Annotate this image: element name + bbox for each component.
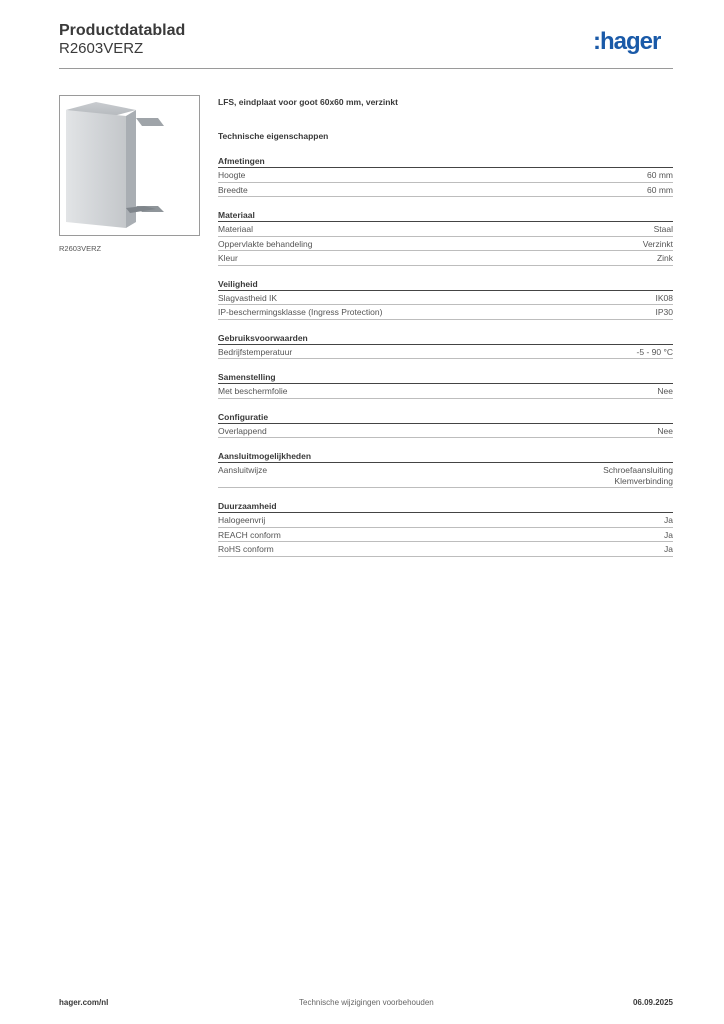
spec-row bbox=[218, 305, 673, 320]
hager-logo bbox=[593, 27, 673, 55]
section-title: Veiligheid bbox=[218, 279, 673, 291]
spec-row bbox=[218, 183, 673, 198]
header-divider bbox=[59, 68, 673, 69]
section-title: Aansluitmogelijkheden bbox=[218, 451, 673, 463]
spec-label: Aansluitwijze bbox=[218, 465, 268, 475]
product-image bbox=[59, 95, 200, 236]
spec-value: Ja bbox=[664, 544, 673, 554]
spec-value-group bbox=[603, 465, 673, 486]
spec-label: Breedte bbox=[218, 184, 248, 195]
spec-row bbox=[218, 513, 673, 528]
section-title: Materiaal bbox=[218, 210, 673, 222]
section-aansluitmogelijkheden bbox=[218, 451, 673, 488]
product-description: LFS, eindplaat voor goot 60x60 mm, verzinkt bbox=[218, 97, 398, 107]
spec-label: Bedrijfstemperatuur bbox=[218, 346, 293, 357]
spec-value: -5 - 90 °C bbox=[636, 346, 673, 357]
spec-value: Zink bbox=[656, 253, 673, 263]
spec-row bbox=[218, 424, 673, 439]
section-duurzaamheid bbox=[218, 501, 673, 557]
section-configuratie bbox=[218, 412, 673, 439]
spec-row bbox=[218, 542, 673, 557]
spec-label: IP-beschermingsklasse (Ingress Protection) bbox=[218, 307, 383, 317]
spec-row bbox=[218, 222, 673, 237]
section-title: Gebruiksvoorwaarden bbox=[218, 333, 673, 345]
page-title: Productdatablad bbox=[59, 22, 186, 39]
section-afmetingen bbox=[218, 156, 673, 197]
spec-value: Klemverbinding bbox=[614, 475, 673, 486]
section-gebruiksvoorwaarden bbox=[218, 333, 673, 360]
logo-text: :hager bbox=[593, 28, 661, 55]
spec-value: Ja bbox=[664, 515, 673, 525]
spec-value: Nee bbox=[657, 425, 673, 436]
section-veiligheid bbox=[218, 279, 673, 320]
spec-label: Met beschermfolie bbox=[218, 386, 288, 396]
spec-row bbox=[218, 168, 673, 183]
spec-row bbox=[218, 237, 673, 252]
spec-value: Nee bbox=[657, 386, 673, 396]
section-title: Samenstelling bbox=[218, 372, 673, 384]
section-title: Duurzaamheid bbox=[218, 501, 673, 513]
section-title: Configuratie bbox=[218, 412, 673, 424]
spec-value: 60 mm bbox=[647, 170, 673, 180]
section-materiaal bbox=[218, 210, 673, 266]
spec-label: Slagvastheid IK bbox=[218, 292, 278, 303]
spec-row bbox=[218, 384, 673, 399]
spec-row bbox=[218, 528, 673, 543]
spec-row bbox=[218, 251, 673, 266]
spec-value: 60 mm bbox=[647, 184, 673, 195]
spec-value: Schroefaansluiting bbox=[603, 465, 673, 475]
spec-label: Oppervlakte behandeling bbox=[218, 238, 313, 249]
spec-row bbox=[218, 291, 673, 306]
spec-label: Halogeenvrij bbox=[218, 515, 266, 525]
section-title: Afmetingen bbox=[218, 156, 673, 168]
end-plate-illustration bbox=[60, 96, 199, 235]
spec-content bbox=[218, 96, 673, 557]
spec-label: Kleur bbox=[218, 253, 238, 263]
section-samenstelling bbox=[218, 372, 673, 399]
image-caption: R2603VERZ bbox=[59, 244, 102, 253]
spec-row bbox=[218, 463, 673, 488]
spec-value: Staal bbox=[653, 224, 673, 234]
spec-label: REACH conform bbox=[218, 529, 281, 540]
spec-row bbox=[218, 345, 673, 360]
spec-value: IP30 bbox=[655, 307, 673, 317]
footer-note: Technische wijzigingen voorbehouden bbox=[299, 998, 434, 1007]
spec-label: RoHS conform bbox=[218, 544, 274, 554]
spec-value: IK08 bbox=[655, 292, 673, 303]
tech-properties-title: Technische eigenschappen bbox=[218, 131, 329, 141]
spec-label: Overlappend bbox=[218, 425, 267, 436]
product-code: R2603VERZ bbox=[59, 40, 144, 57]
spec-value: Ja bbox=[664, 529, 673, 540]
spec-label: Materiaal bbox=[218, 224, 253, 234]
spec-label: Hoogte bbox=[218, 170, 246, 180]
footer-date: 06.09.2025 bbox=[632, 998, 673, 1007]
spec-value: Verzinkt bbox=[642, 238, 673, 249]
footer-website-link[interactable]: hager.com/nl bbox=[59, 998, 109, 1007]
